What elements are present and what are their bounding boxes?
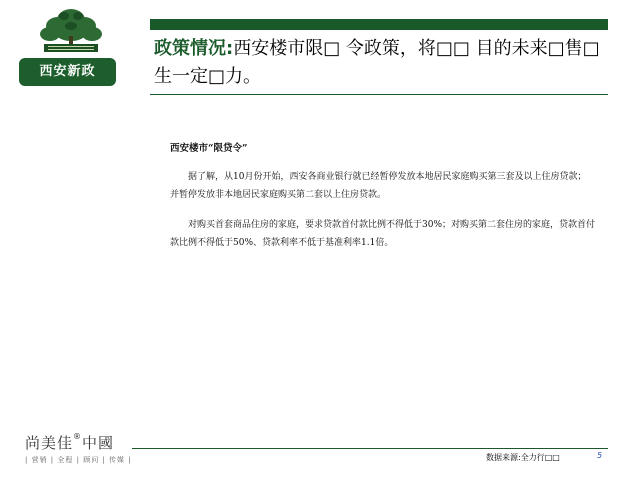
headline-label: 政策情况: (154, 38, 234, 59)
page-number: 5 (597, 451, 603, 460)
section-badge: 西安新政 (19, 58, 116, 86)
title-rule (150, 94, 608, 95)
brand-name: 尚美佳 (25, 434, 74, 452)
article-title: 西安楼市“限贷令” (170, 143, 248, 154)
footer-brand (25, 432, 114, 453)
data-source: 数据来源:全力行□□ (486, 453, 560, 462)
footer-rule (132, 448, 608, 449)
brand-suffix: 中國 (82, 434, 115, 452)
title-bar (150, 19, 608, 30)
footer-tagline: | 营销 | 全程 | 顾问 | 传媒 | (25, 456, 132, 464)
headline (154, 35, 614, 91)
headline-text: 西安楼市限□ 令政策，将□□ 目的未来□售□生一定□力。 (154, 38, 600, 87)
article-paragraph: 据了解，从10月份开始，西安各商业银行就已经暂停发放本地居民家庭购买第三套及以上住房贷款；并暂停发放非本地居民家庭购买第二套以上住房贷款。 (170, 172, 587, 200)
article-paragraph: 对购买首套商品住房的家庭，要求贷款首付款比例不得低于30%；对购买第二套住房的家庭，贷款首付款比例不得低于50%、贷款利率不低于基准利率1.1倍。 (170, 220, 596, 248)
brand-mark: ® (73, 432, 83, 441)
tree-logo-icon (38, 4, 104, 56)
article-excerpt (170, 140, 610, 264)
